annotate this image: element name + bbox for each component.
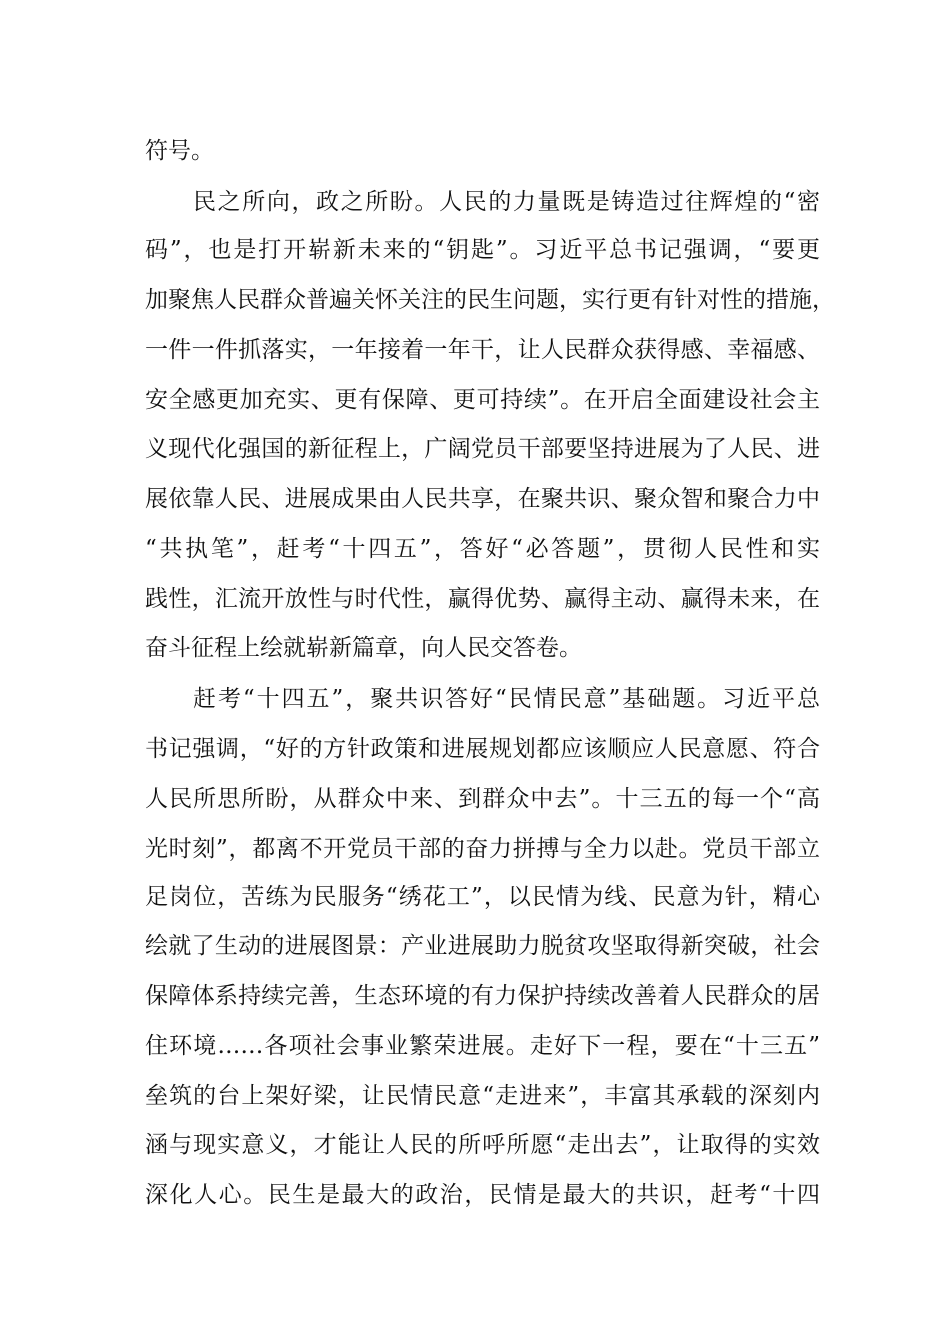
text-line: 垒筑的台上架好梁，让民情民意“走进来”，丰富其承载的深刻内 (145, 1083, 820, 1109)
text-line: 安全感更加充实、更有保障、更可持续”。在开启全面建设社会主 (145, 387, 820, 413)
text-line: 光时刻”，都离不开党员干部的奋力拼搏与全力以赴。党员干部立 (145, 836, 820, 862)
text-line: 保障体系持续完善，生态环境的有力保护持续改善着人民群众的居 (145, 983, 820, 1009)
text-line: 义现代化强国的新征程上，广阔党员干部要坚持进展为了人民、进 (145, 436, 820, 462)
text-line: 一件一件抓落实，一年接着一年干，让人民群众获得感、幸福感、 (145, 337, 820, 363)
paragraph-first-line: 赶考“十四五”，聚共识答好“民情民意”基础题。习近平总 (193, 686, 820, 712)
text-line: 绘就了生动的进展图景：产业进展助力脱贫攻坚取得新突破，社会 (145, 933, 820, 959)
text-line: 深化人心。民生是最大的政治，民情是最大的共识，赶考“十四 (145, 1182, 820, 1208)
text-line: 码”，也是打开崭新未来的“钥匙”。习近平总书记强调，“要更 (145, 237, 820, 263)
text-line: 加聚焦人民群众普遍关怀关注的民生问题，实行更有针对性的措施， (145, 287, 835, 313)
text-line: 践性，汇流开放性与时代性，赢得优势、赢得主动、赢得未来，在 (145, 586, 820, 612)
paragraph-first-line: 民之所向，政之所盼。人民的力量既是铸造过往辉煌的“密 (193, 189, 820, 215)
text-line: 展依靠人民、进展成果由人民共享，在聚共识、聚众智和聚合力中 (145, 486, 820, 512)
text-line: 住环境……各项社会事业繁荣进展。走好下一程，要在“十三五” (145, 1033, 820, 1059)
text-line: “共执笔”，赶考“十四五”，答好“必答题”，贯彻人民性和实 (145, 536, 820, 562)
text-line: 人民所思所盼，从群众中来、到群众中去”。十三五的每一个“高 (145, 786, 820, 812)
text-line: 书记强调，“好的方针政策和进展规划都应该顺应人民意愿、符合 (145, 736, 820, 762)
text-line: 涵与现实意义，才能让人民的所呼所愿“走出去”，让取得的实效 (145, 1132, 820, 1158)
text-line: 符号。 (145, 138, 214, 164)
text-line: 奋斗征程上绘就崭新篇章，向人民交答卷。 (145, 635, 582, 661)
text-line: 足岗位，苦练为民服务“绣花工”，以民情为线、民意为针，精心 (145, 884, 820, 910)
